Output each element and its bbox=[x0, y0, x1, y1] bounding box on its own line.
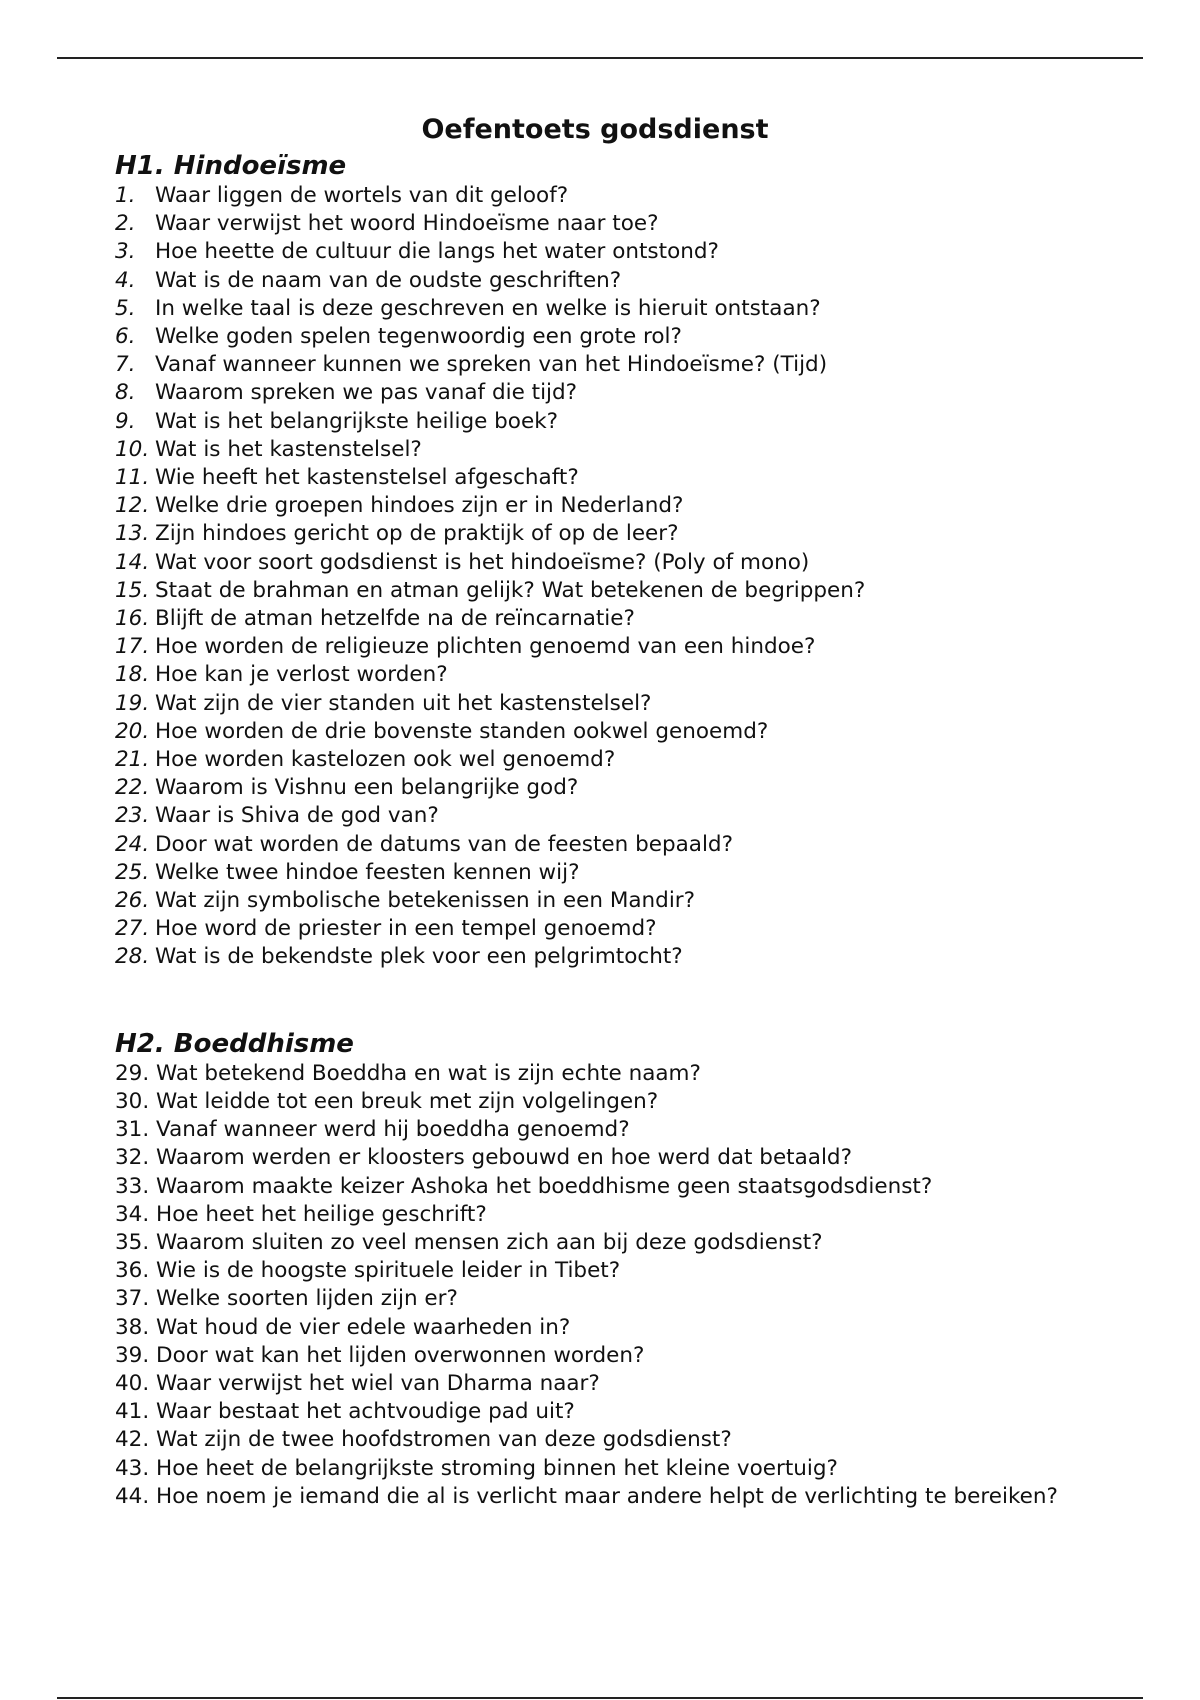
question-item bbox=[115, 1144, 1075, 1172]
question-text: Wat betekend Boeddha en wat is zijn echte naam? bbox=[156, 1060, 701, 1086]
question-number: 16. bbox=[115, 606, 150, 632]
question-number: 7. bbox=[115, 352, 136, 378]
question-text: Vanaf wanneer werd hij boeddha genoemd? bbox=[156, 1117, 630, 1143]
question-item bbox=[115, 605, 1075, 633]
question-item bbox=[115, 295, 1075, 323]
question-number: 6. bbox=[115, 324, 136, 350]
question-text: Wat houd de vier edele waarheden in? bbox=[156, 1314, 571, 1340]
question-item bbox=[115, 520, 1075, 548]
question-item bbox=[115, 351, 1075, 379]
question-text: Wie heeft het kastenstelsel afgeschaft? bbox=[155, 465, 579, 491]
question-item bbox=[115, 1116, 1075, 1144]
question-item bbox=[115, 718, 1075, 746]
question-item bbox=[115, 267, 1075, 295]
question-item bbox=[115, 492, 1075, 520]
question-item bbox=[115, 210, 1075, 238]
question-text: Waar verwijst het woord Hindoeïsme naar toe? bbox=[155, 211, 659, 237]
question-item bbox=[115, 1398, 1075, 1426]
footer-rule bbox=[57, 1697, 1143, 1699]
question-text: Staat de brahman en atman gelijk? Wat betekenen de begrippen? bbox=[155, 577, 866, 603]
document-body bbox=[115, 110, 1075, 1511]
question-item bbox=[115, 1314, 1075, 1342]
question-number: 17. bbox=[115, 634, 150, 660]
question-item bbox=[115, 859, 1075, 887]
question-text: Vanaf wanneer kunnen we spreken van het Hindoeïsme? (Tijd) bbox=[155, 352, 828, 378]
question-item bbox=[115, 1060, 1075, 1088]
question-number: 19. bbox=[115, 690, 150, 716]
question-number: 41. bbox=[115, 1399, 150, 1425]
question-text: Hoe worden de drie bovenste standen ookwel genoemd? bbox=[155, 718, 769, 744]
question-item bbox=[115, 1483, 1075, 1511]
question-text: Welke soorten lijden zijn er? bbox=[156, 1286, 458, 1312]
question-number: 38. bbox=[115, 1314, 150, 1340]
question-item bbox=[115, 1173, 1075, 1201]
question-item bbox=[115, 661, 1075, 689]
question-number: 44. bbox=[115, 1483, 150, 1509]
section-heading-h2: H2. Boeddhisme bbox=[115, 1028, 354, 1059]
question-text: Welke twee hindoe feesten kennen wij? bbox=[155, 859, 580, 885]
question-number: 5. bbox=[115, 295, 136, 321]
question-item bbox=[115, 436, 1075, 464]
question-number: 33. bbox=[115, 1173, 150, 1199]
question-number: 1. bbox=[115, 183, 136, 208]
question-number: 10. bbox=[115, 436, 150, 462]
question-item bbox=[115, 323, 1075, 351]
question-number: 39. bbox=[115, 1342, 150, 1368]
question-item bbox=[115, 238, 1075, 266]
question-number: 23. bbox=[115, 803, 150, 829]
question-text: Waar bestaat het achtvoudige pad uit? bbox=[156, 1399, 575, 1425]
question-item bbox=[115, 1370, 1075, 1398]
question-number: 25. bbox=[115, 859, 150, 885]
question-text: Hoe word de priester in een tempel genoemd? bbox=[155, 916, 657, 942]
question-text: Blijft de atman hetzelfde na de reïncarnatie? bbox=[155, 606, 635, 632]
question-text: Wat is het belangrijkste heilige boek? bbox=[155, 408, 559, 434]
question-text: Zijn hindoes gericht op de praktijk of op de leer? bbox=[155, 521, 679, 547]
question-text: Door wat worden de datums van de feesten bepaald? bbox=[155, 831, 733, 857]
question-item bbox=[115, 774, 1075, 802]
question-number: 26. bbox=[115, 888, 150, 914]
question-text: Waar is Shiva de god van? bbox=[155, 803, 439, 829]
question-item bbox=[115, 549, 1075, 577]
question-number: 42. bbox=[115, 1427, 150, 1453]
question-text: Door wat kan het lijden overwonnen worden? bbox=[156, 1342, 645, 1368]
question-text: Wat voor soort godsdienst is het hindoeïsme? (Poly of mono) bbox=[155, 549, 810, 575]
question-number: 12. bbox=[115, 493, 150, 519]
question-item bbox=[115, 1201, 1075, 1229]
question-number: 15. bbox=[115, 577, 150, 603]
question-text: Hoe heet de belangrijkste stroming binnen het kleine voertuig? bbox=[156, 1455, 838, 1481]
header-rule bbox=[57, 57, 1143, 59]
question-item bbox=[115, 379, 1075, 407]
question-number: 28. bbox=[115, 944, 150, 970]
question-item bbox=[115, 915, 1075, 943]
question-number: 34. bbox=[115, 1201, 150, 1227]
question-item bbox=[115, 1285, 1075, 1313]
question-text: Waar verwijst het wiel van Dharma naar? bbox=[156, 1370, 600, 1396]
question-number: 32. bbox=[115, 1145, 150, 1171]
question-item bbox=[115, 943, 1075, 971]
question-item bbox=[115, 887, 1075, 915]
question-text: Wat is de bekendste plek voor een pelgrimtocht? bbox=[155, 944, 683, 970]
question-item bbox=[115, 464, 1075, 492]
question-number: 2. bbox=[115, 211, 136, 237]
question-number: 22. bbox=[115, 775, 150, 801]
question-text: Hoe noem je iemand die al is verlicht maar andere helpt de verlichting te bereiken? bbox=[156, 1483, 1058, 1509]
question-item bbox=[115, 1229, 1075, 1257]
question-number: 43. bbox=[115, 1455, 150, 1481]
question-text: Waarom sluiten zo veel mensen zich aan bij deze godsdienst? bbox=[156, 1229, 823, 1255]
question-item bbox=[115, 831, 1075, 859]
question-text: Waarom maakte keizer Ashoka het boeddhisme geen staatsgodsdienst? bbox=[156, 1173, 933, 1199]
question-item bbox=[115, 633, 1075, 661]
question-text: Hoe worden kastelozen ook wel genoemd? bbox=[155, 747, 616, 773]
question-text: Waarom is Vishnu een belangrijke god? bbox=[155, 775, 579, 801]
question-number: 29. bbox=[115, 1060, 150, 1086]
question-text: Hoe heet het heilige geschrift? bbox=[156, 1201, 487, 1227]
question-list-h1 bbox=[115, 182, 1075, 972]
document-title: Oefentoets godsdienst bbox=[421, 114, 769, 145]
section-heading-h1: H1. Hindoeïsme bbox=[115, 151, 347, 181]
section-boeddhisme bbox=[115, 1028, 1075, 1511]
question-number: 9. bbox=[115, 408, 136, 434]
question-item bbox=[115, 1088, 1075, 1116]
question-text: Welke drie groepen hindoes zijn er in Nederland? bbox=[155, 493, 684, 519]
question-number: 31. bbox=[115, 1117, 150, 1143]
question-number: 30. bbox=[115, 1088, 150, 1114]
question-item bbox=[115, 1257, 1075, 1285]
question-text: Wat zijn de twee hoofdstromen van deze godsdienst? bbox=[156, 1427, 732, 1453]
question-text: In welke taal is deze geschreven en welke is hieruit ontstaan? bbox=[155, 295, 821, 321]
question-number: 37. bbox=[115, 1286, 150, 1312]
question-text: Wat leidde tot een breuk met zijn volgelingen? bbox=[156, 1088, 659, 1114]
question-list-h2 bbox=[115, 1060, 1075, 1511]
question-number: 27. bbox=[115, 916, 150, 942]
question-text: Hoe kan je verlost worden? bbox=[155, 662, 448, 688]
question-number: 40. bbox=[115, 1370, 150, 1396]
question-number: 21. bbox=[115, 747, 150, 773]
question-text: Wat zijn symbolische betekenissen in een Mandir? bbox=[155, 888, 696, 914]
question-text: Waarom spreken we pas vanaf die tijd? bbox=[155, 380, 578, 406]
question-text: Waar liggen de wortels van dit geloof? bbox=[155, 183, 569, 208]
question-item bbox=[115, 746, 1075, 774]
question-number: 35. bbox=[115, 1229, 150, 1255]
question-number: 11. bbox=[115, 465, 150, 491]
question-item bbox=[115, 182, 1075, 210]
question-text: Hoe heette de cultuur die langs het water ontstond? bbox=[155, 239, 719, 265]
question-item bbox=[115, 690, 1075, 718]
question-text: Wat is de naam van de oudste geschriften? bbox=[155, 267, 622, 293]
question-text: Welke goden spelen tegenwoordig een grote rol? bbox=[155, 324, 682, 350]
question-text: Wat zijn de vier standen uit het kastenstelsel? bbox=[155, 690, 652, 716]
question-text: Wat is het kastenstelsel? bbox=[155, 436, 422, 462]
question-number: 3. bbox=[115, 239, 136, 265]
question-number: 13. bbox=[115, 521, 150, 547]
question-number: 8. bbox=[115, 380, 136, 406]
question-number: 4. bbox=[115, 267, 136, 293]
question-number: 36. bbox=[115, 1258, 150, 1284]
question-item bbox=[115, 802, 1075, 830]
question-item bbox=[115, 1455, 1075, 1483]
question-text: Waarom werden er kloosters gebouwd en hoe werd dat betaald? bbox=[156, 1145, 852, 1171]
question-number: 24. bbox=[115, 831, 150, 857]
question-number: 20. bbox=[115, 718, 150, 744]
question-item bbox=[115, 1426, 1075, 1454]
question-text: Wie is de hoogste spirituele leider in Tibet? bbox=[156, 1258, 621, 1284]
question-number: 14. bbox=[115, 549, 150, 575]
question-item bbox=[115, 577, 1075, 605]
section-hindoeisme bbox=[115, 150, 1075, 972]
question-text: Hoe worden de religieuze plichten genoemd van een hindoe? bbox=[155, 634, 816, 660]
question-item bbox=[115, 1342, 1075, 1370]
question-number: 18. bbox=[115, 662, 150, 688]
question-item bbox=[115, 408, 1075, 436]
